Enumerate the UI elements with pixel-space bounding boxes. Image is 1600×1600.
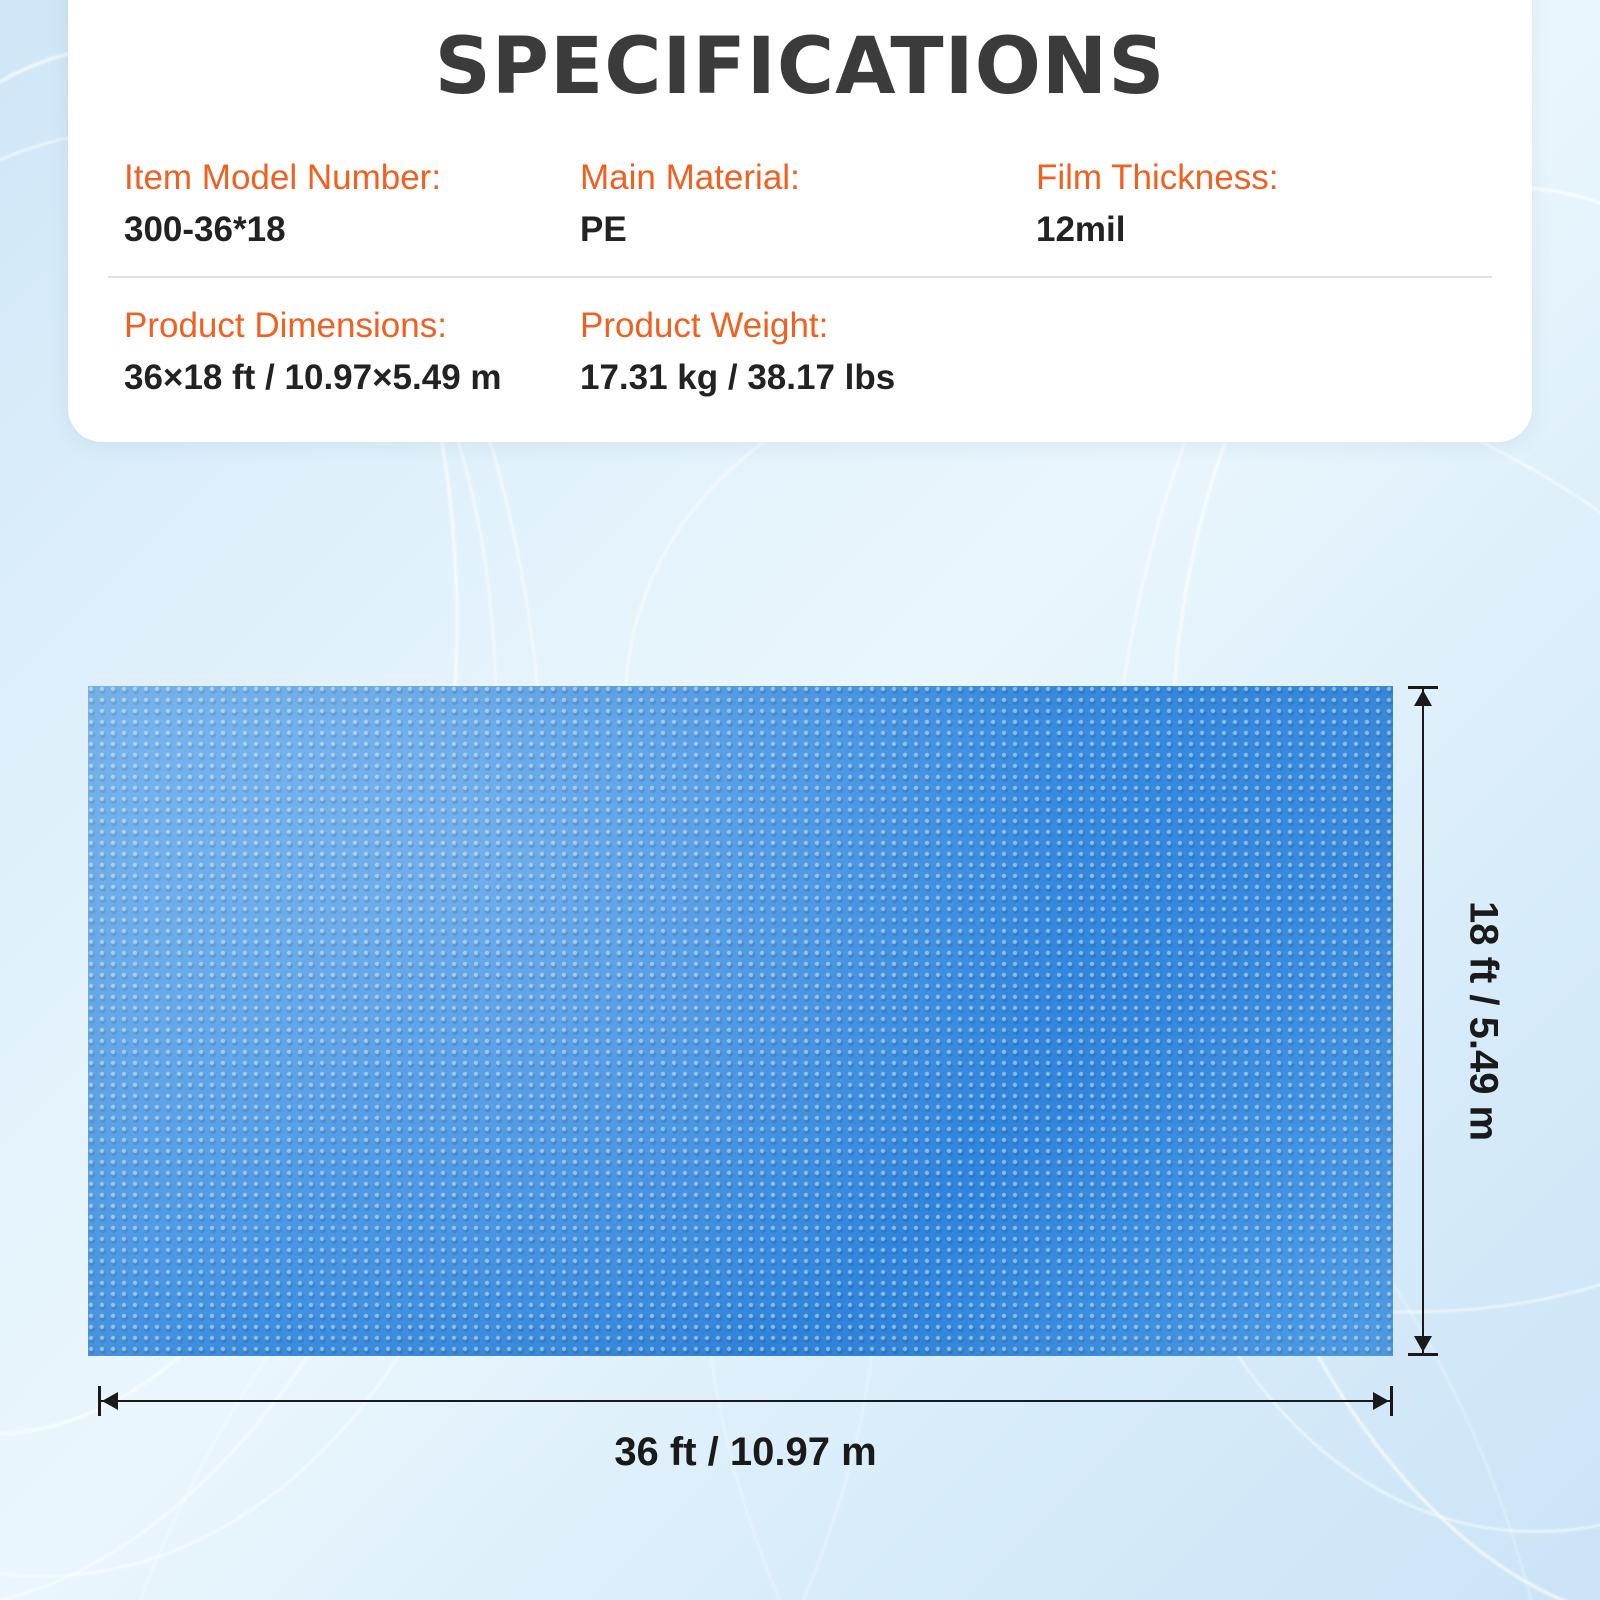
spec-row-2: [68, 306, 1532, 398]
spec-value: 36×18 ft / 10.97×5.49 m: [124, 358, 502, 397]
spec-label: Item Model Number:: [124, 158, 442, 197]
spec-item-model-number: [116, 158, 572, 250]
specifications-card: [68, 0, 1532, 442]
spec-empty-cell: [1028, 306, 1484, 398]
arrow-left-icon: [102, 1392, 118, 1410]
spec-value: 12mil: [1036, 210, 1126, 249]
page-title: SPECIFICATIONS: [434, 22, 1166, 112]
spec-main-material: [572, 158, 1028, 250]
product-illustration: [0, 640, 1600, 1600]
spec-value: 17.31 kg / 38.17 lbs: [580, 358, 896, 397]
spec-value: 300-36*18: [124, 210, 286, 249]
height-dimension-label: [1448, 686, 1518, 1356]
arrow-right-icon: [1373, 1392, 1389, 1410]
spec-product-weight: [572, 306, 1028, 398]
arrow-down-icon: [1414, 1336, 1432, 1352]
vertical-dimension-line: [1422, 686, 1424, 1356]
spec-value: PE: [580, 210, 627, 249]
arrow-up-icon: [1414, 690, 1432, 706]
spec-label: Main Material:: [580, 158, 800, 197]
surface-sheen: [88, 686, 1393, 1356]
spec-row-1: [68, 158, 1532, 250]
spec-divider: [108, 276, 1492, 278]
horizontal-dimension-line: [98, 1400, 1393, 1402]
solar-pool-cover-image: [88, 686, 1393, 1356]
spec-film-thickness: [1028, 158, 1484, 250]
spec-product-dimensions: [116, 306, 572, 398]
width-dimension-label: 36 ft / 10.97 m: [614, 1430, 877, 1474]
spec-label: Product Weight:: [580, 306, 829, 345]
height-dimension-text: 18 ft / 5.49 m: [1461, 900, 1506, 1142]
spec-label: Product Dimensions:: [124, 306, 447, 345]
spec-label: Film Thickness:: [1036, 158, 1279, 197]
